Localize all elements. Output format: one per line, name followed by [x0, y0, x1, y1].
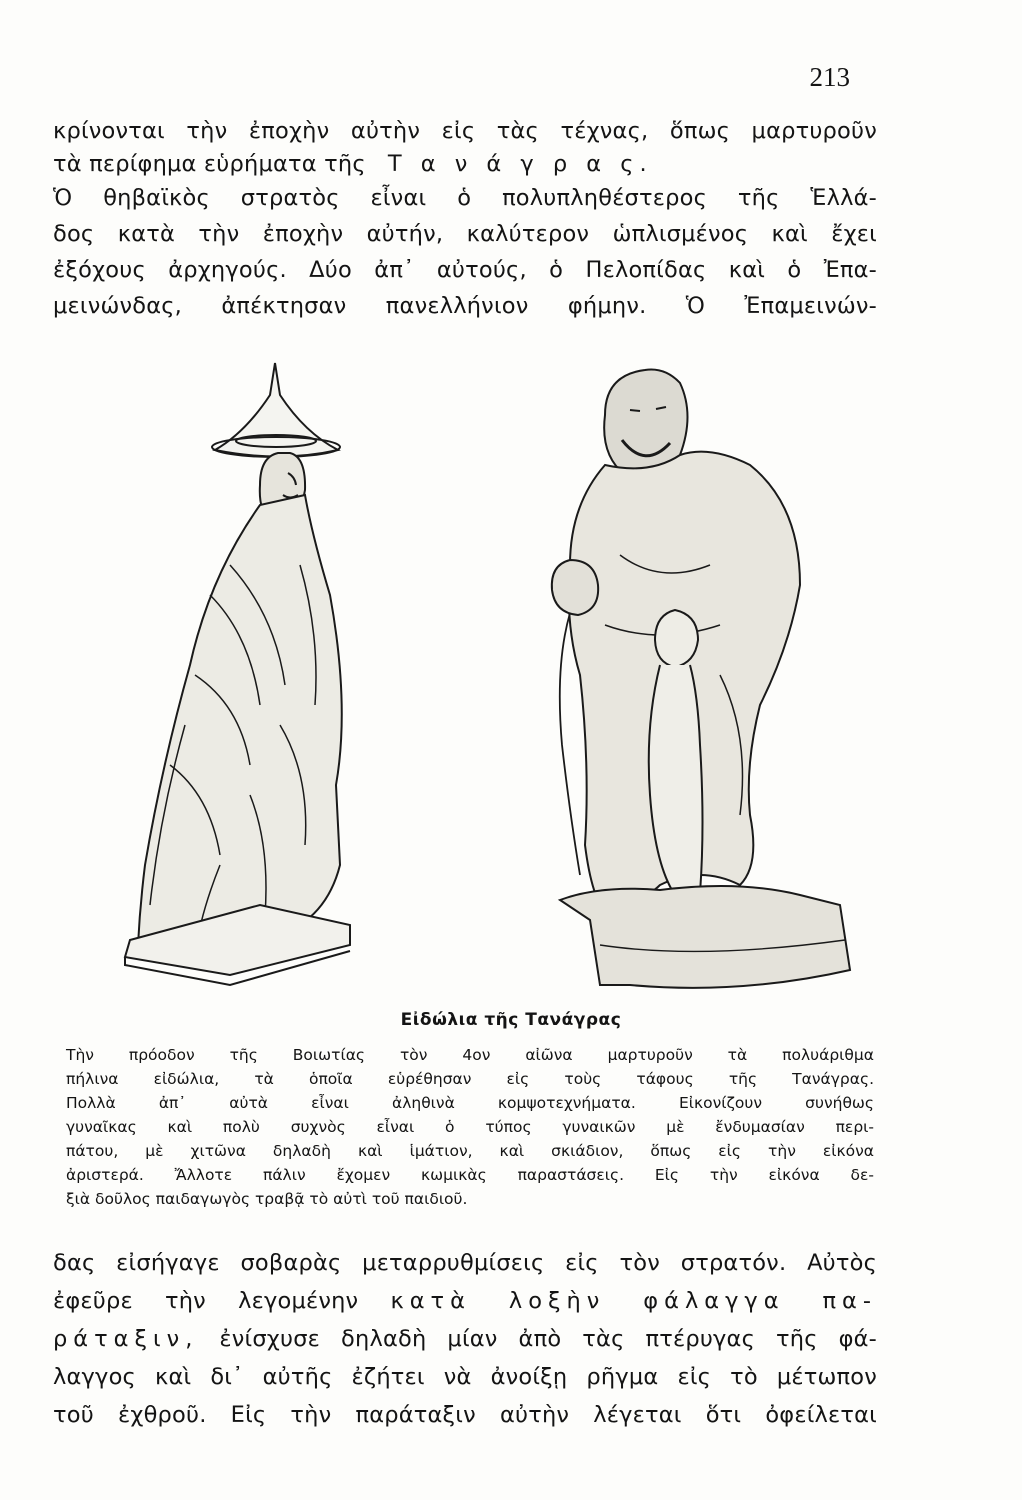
text-line: δος κατὰ τὴν ἐποχὴν αὐτήν, καλύτερον ὡπλισμένος καὶ ἔχει [53, 221, 877, 247]
caption-line: Πολλὰ ἀπ᾽ αὐτὰ εἶναι ἀληθινὰ κομψοτεχνήματα. Εἰκονίζουν συνήθως [66, 1094, 874, 1112]
text-line: ἐξόχους ἀρχηγούς. Δύο ἀπ᾽ αὐτούς, ὁ Πελοπίδας καὶ ὁ Ἐπα- [53, 257, 877, 283]
spaced-term: ράταξιν, [53, 1326, 199, 1352]
text-fragment: τὰ περίφημα εὑρήματα τῆς [53, 151, 366, 177]
text-line: μεινώνδας, ἀπέκτησαν πανελλήνιον φήμην. Ὁ Ἐπαμεινών- [53, 293, 877, 319]
caption-line: πάτου, μὲ χιτῶνα δηλαδὴ καὶ ἱμάτιον, καὶ σκιάδιον, ὅπως εἰς τὴν εἰκόνα [66, 1142, 874, 1160]
tanagra-figurines-illustration [100, 345, 900, 1025]
caption-title: Εἰδώλια τῆς Τανάγρας [400, 1010, 622, 1030]
text-line-with-spaced [53, 1324, 877, 1354]
text-line: τοῦ ἐχθροῦ. Εἰς τὴν παράταξιν αὐτὴν λέγεται ὅτι ὀφείλεται [53, 1402, 877, 1428]
page-number: 213 [809, 62, 850, 92]
text-fragment: ἐφεῦρε τὴν λεγομένην [53, 1288, 359, 1314]
spaced-term: κατὰ λοξὴν φάλαγγα πα- [390, 1288, 877, 1314]
caption-line: πήλινα εἰδώλια, τὰ ὁποῖα εὑρέθησαν εἰς τοὺς τάφους τῆς Τανάγρας. [66, 1070, 874, 1088]
emphasized-word: Τ α ν ά γ ρ α ς. [387, 151, 653, 177]
slave-and-child-figurine [552, 370, 850, 988]
caption-line: γυναῖκας καὶ πολὺ συχνὸς εἶναι ὁ τύπος γυναικῶν μὲ ἔνδυμασίαν περι- [66, 1118, 874, 1136]
text-line: λαγγος καὶ δι᾽ αὐτῆς ἐζήτει νὰ ἀνοίξῃ ρῆγμα εἰς τὸ μέτωπον [53, 1364, 877, 1390]
seated-woman-figurine [125, 363, 350, 985]
text-line: δας εἰσήγαγε σοβαρὰς μεταρρυθμίσεις εἰς τὸν στρατόν. Αὐτὸς [53, 1250, 877, 1276]
text-fragment: ἐνίσχυσε δηλαδὴ μίαν ἀπὸ τὰς πτέρυγας τῆς φά- [219, 1326, 878, 1352]
text-line: κρίνονται τὴν ἐποχὴν αὐτὴν εἰς τὰς τέχνας, ὅπως μαρτυροῦν [53, 118, 877, 144]
text-line-with-emphasis [53, 149, 877, 179]
caption-line: Τὴν πρόοδον τῆς Βοιωτίας τὸν 4ον αἰῶνα μαρτυροῦν τὰ πολυάριθμα [66, 1046, 874, 1064]
text-line-with-spaced [53, 1286, 877, 1316]
caption-line: ξιὰ δοῦλος παιδαγωγὸς τραβᾷ τὸ αὐτὶ τοῦ παιδιοῦ. [66, 1190, 468, 1208]
text-line: Ὁ θηβαϊκὸς στρατὸς εἶναι ὁ πολυπληθέστερος τῆς Ἑλλά- [53, 185, 877, 211]
caption-line: ἀριστερά. Ἄλλοτε πάλιν ἔχομεν κωμικὰς παραστάσεις. Εἰς τὴν εἰκόνα δε- [66, 1166, 874, 1184]
